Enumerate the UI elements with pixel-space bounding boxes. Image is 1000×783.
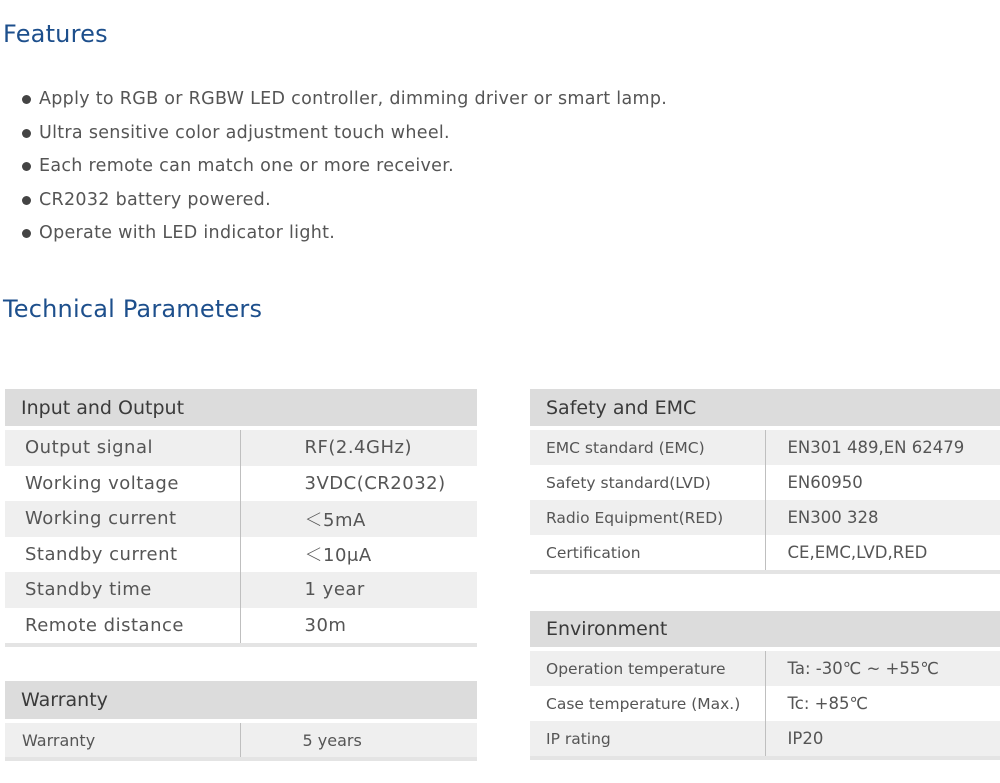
param-value: Tc: +85℃ bbox=[787, 694, 869, 713]
bullet-icon bbox=[22, 162, 31, 171]
features-list bbox=[22, 86, 667, 254]
feature-item bbox=[22, 86, 667, 120]
feature-item bbox=[22, 120, 667, 154]
param-value: EN300 328 bbox=[765, 500, 1000, 535]
param-value: CE,EMC,LVD,RED bbox=[787, 543, 928, 562]
table-row bbox=[5, 572, 477, 608]
param-label: Output signal bbox=[5, 428, 240, 466]
table-row bbox=[5, 501, 477, 537]
param-value: RF(2.4GHz) bbox=[240, 428, 477, 466]
param-label: Radio Equipment(RED) bbox=[530, 500, 765, 535]
param-label: IP rating bbox=[530, 721, 765, 758]
feature-item bbox=[22, 220, 667, 254]
table-header: Input and Output bbox=[5, 389, 477, 428]
bullet-icon bbox=[22, 196, 31, 205]
param-value: IP20 bbox=[765, 721, 1000, 758]
table-row bbox=[530, 535, 1000, 572]
environment-table bbox=[530, 611, 1000, 760]
param-label: EMC standard (EMC) bbox=[530, 428, 765, 465]
safety-emc-table bbox=[530, 389, 1000, 574]
table-row bbox=[530, 721, 1000, 758]
param-label: Safety standard(LVD) bbox=[530, 465, 765, 500]
table-row bbox=[5, 466, 477, 502]
param-value: ＜5mA bbox=[240, 501, 477, 537]
bullet-icon bbox=[22, 129, 31, 138]
param-value: EN301 489,EN 62479 bbox=[765, 428, 1000, 465]
table-row bbox=[530, 428, 1000, 465]
param-label: Case temperature (Max.) bbox=[530, 686, 765, 721]
bullet-icon bbox=[22, 229, 31, 238]
param-label: Warranty bbox=[5, 721, 240, 759]
warranty-table bbox=[5, 681, 477, 761]
table-row bbox=[5, 428, 477, 466]
param-label: Working current bbox=[5, 501, 240, 537]
param-value: 5 years bbox=[240, 721, 477, 759]
param-label: Standby current bbox=[5, 537, 240, 573]
table-row bbox=[5, 537, 477, 573]
bullet-icon bbox=[22, 95, 31, 104]
input-output-table bbox=[5, 389, 477, 647]
param-value: EN60950 bbox=[787, 473, 863, 492]
table-row bbox=[530, 465, 1000, 500]
technical-parameters-title: Technical Parameters bbox=[3, 295, 263, 323]
param-value: 3VDC(CR2032) bbox=[304, 472, 446, 494]
feature-item bbox=[22, 187, 667, 221]
table-row bbox=[5, 608, 477, 646]
feature-text: CR2032 battery powered. bbox=[39, 189, 271, 210]
param-value: ＜10μA bbox=[304, 545, 372, 567]
param-label: Working voltage bbox=[5, 466, 240, 502]
feature-text: Apply to RGB or RGBW LED controller, dimming driver or smart lamp. bbox=[39, 89, 668, 109]
param-value: Ta: -30℃ ~ +55℃ bbox=[765, 649, 1000, 686]
table-header: Safety and EMC bbox=[530, 389, 1000, 428]
param-label: Operation temperature bbox=[530, 649, 765, 686]
feature-text: Operate with LED indicator light. bbox=[39, 223, 336, 243]
table-row bbox=[530, 686, 1000, 721]
features-title: Features bbox=[3, 20, 108, 48]
table-row bbox=[530, 500, 1000, 535]
table-row bbox=[530, 649, 1000, 686]
param-label: Certification bbox=[530, 535, 765, 572]
table-row bbox=[5, 721, 477, 759]
feature-item bbox=[22, 153, 667, 187]
feature-text: Ultra sensitive color adjustment touch wheel. bbox=[39, 122, 450, 143]
table-header: Environment bbox=[530, 611, 1000, 649]
param-value: 1 year bbox=[240, 572, 477, 608]
table-header: Warranty bbox=[5, 681, 477, 721]
param-label: Remote distance bbox=[5, 608, 240, 646]
param-value: 30m bbox=[304, 614, 347, 636]
param-label: Standby time bbox=[5, 572, 240, 608]
feature-text: Each remote can match one or more receiver. bbox=[39, 156, 454, 176]
